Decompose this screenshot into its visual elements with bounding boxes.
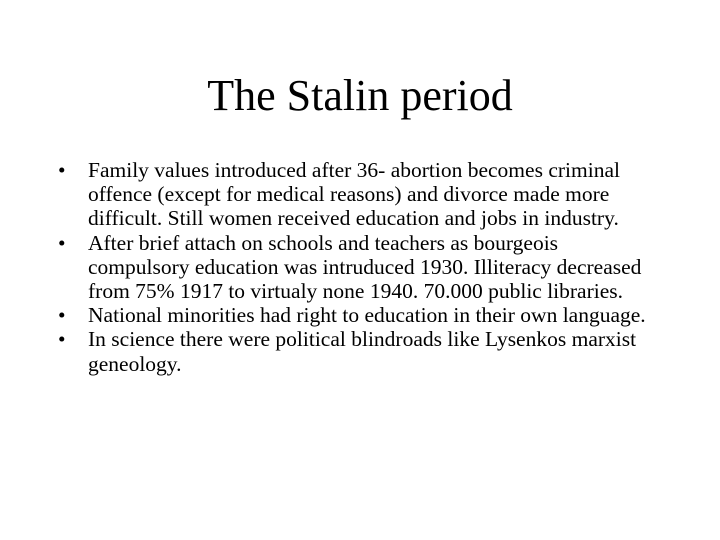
bullet-item-1: [54, 158, 654, 231]
bullet-item-3: [54, 303, 654, 327]
bullet-text: After brief attach on schools and teachers as bourgeois compulsory education was intruduced 1930. Illiteracy decreased from 75% 1917 to virtualy none 1940. 70.000 public libraries.: [88, 230, 642, 304]
bullet-icon: •: [58, 158, 66, 182]
bullet-item-4: [54, 327, 654, 375]
bullet-text: Family values introduced after 36- abortion becomes criminal offence (except for medical reasons) and divorce made more difficult. Still women received education and jobs in industry.: [88, 158, 620, 231]
bullet-item-2: [54, 231, 654, 304]
bullet-icon: •: [58, 230, 66, 255]
bullet-text: In science there were political blindroads like Lysenkos marxist geneology.: [88, 327, 637, 376]
bullet-icon: •: [58, 303, 66, 328]
slide-title: The Stalin period: [207, 71, 513, 120]
bullet-list: [54, 158, 654, 376]
bullet-text: National minorities had right to education in their own language.: [88, 303, 646, 328]
bullet-icon: •: [58, 327, 66, 352]
